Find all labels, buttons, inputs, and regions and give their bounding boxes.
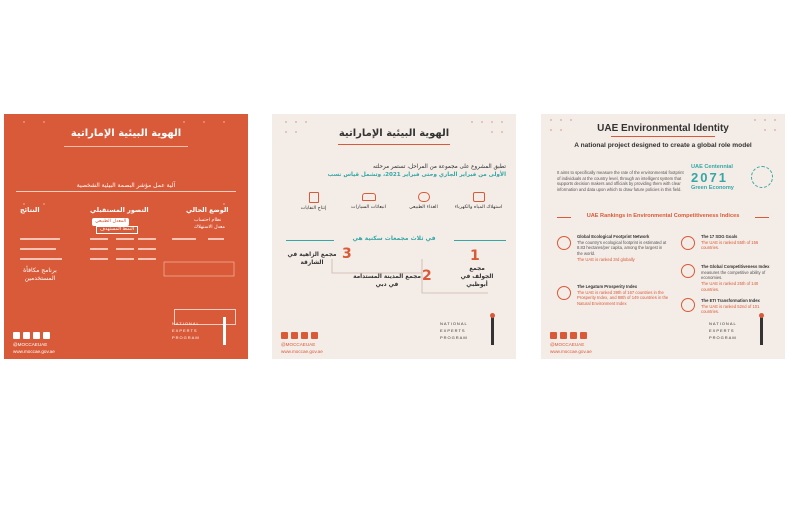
water-icon bbox=[473, 192, 485, 202]
category-waste: إنتاج النفايات bbox=[289, 192, 339, 212]
prosperity-icon bbox=[557, 286, 571, 300]
ranking-2: The 17 SDG Goals The UAE is ranked 55th of 156 countries. bbox=[701, 234, 759, 251]
card-title: الهوية البيئية الإماراتية bbox=[338, 128, 450, 139]
youtube-icon[interactable] bbox=[301, 332, 308, 339]
card-subtitle: A national project designed to create a global role model bbox=[574, 142, 752, 149]
youtube-icon[interactable] bbox=[570, 332, 577, 339]
social-icons bbox=[550, 332, 587, 339]
ranking-1: Global Ecological Footprint Network The country's ecological footprint is estimated at 8.83 hectares/per capita, among the largest in the world. The UAE is ranked 3rd globally bbox=[577, 234, 667, 262]
eti-icon bbox=[681, 298, 695, 312]
future-sub2: المعدل الطبيعي bbox=[92, 218, 129, 226]
category-water: استهلاك المياه والكهرباء bbox=[454, 192, 504, 212]
food-icon bbox=[418, 192, 430, 202]
future-sub: النمط المستهدف bbox=[96, 226, 138, 234]
facebook-icon[interactable] bbox=[560, 332, 567, 339]
website-link[interactable]: www.moccae.gov.ae bbox=[13, 349, 55, 354]
youtube-icon[interactable] bbox=[33, 332, 40, 339]
competitiveness-icon bbox=[681, 264, 695, 278]
waste-icon bbox=[309, 192, 319, 203]
intro-line-2: الأولى من فبراير الجاري وحتى فبراير 2021، وتشمل قياس نسب bbox=[327, 172, 506, 178]
category-cars: انبعاثات السيارات bbox=[344, 192, 394, 212]
intro-line-1: تطبق المشروع على مجموعة من المراحل، تستمر مرحلته bbox=[373, 164, 506, 170]
mechanism-label: آلية عمل مؤشر البصمة البيئية الشخصية bbox=[76, 182, 176, 189]
nep-logo: NATIONAL EXPERTS PROGRAM bbox=[440, 317, 502, 347]
social-handle[interactable]: @MOCCAEUAE bbox=[550, 342, 585, 347]
card-title: UAE Environmental Identity bbox=[597, 123, 729, 134]
twitter-icon[interactable] bbox=[13, 332, 20, 339]
card-beige-english bbox=[541, 114, 785, 359]
communities-label: في ثلاث مجمعات سكنية هي bbox=[334, 235, 454, 243]
twitter-icon[interactable] bbox=[550, 332, 557, 339]
current-item-1: نظام احتساب bbox=[194, 218, 222, 223]
sdg-icon bbox=[681, 236, 695, 250]
rankings-title: UAE Rankings in Environmental Competitiveness Indices bbox=[571, 213, 755, 221]
twitter-icon[interactable] bbox=[281, 332, 288, 339]
globe-icon bbox=[557, 236, 571, 250]
instagram-icon[interactable] bbox=[580, 332, 587, 339]
website-link[interactable]: www.moccae.gov.ae bbox=[281, 349, 323, 354]
lightbulb-icon bbox=[751, 166, 773, 188]
nep-logo: NATIONAL EXPERTS PROGRAM bbox=[172, 317, 234, 347]
title-divider bbox=[64, 146, 188, 147]
social-handle[interactable]: @MOCCAEUAE bbox=[13, 342, 48, 347]
social-icons bbox=[13, 332, 50, 339]
car-icon bbox=[362, 193, 376, 201]
col-results: النتائج bbox=[20, 206, 40, 214]
website-link[interactable]: www.moccae.gov.ae bbox=[550, 349, 592, 354]
category-row bbox=[286, 192, 506, 212]
ranking-3: The Legatum Prosperity Index The UAE is ranked 39th of 167 countries in the Prosperity Index, and 88th of 149 countries in the Natural Environment Index bbox=[577, 284, 669, 307]
mechanism-line bbox=[16, 191, 236, 192]
title-divider bbox=[611, 136, 715, 137]
ranking-5: The ETI Transformation Index The UAE is ranked 52nd of 101 countries. bbox=[701, 298, 760, 315]
bottom-note: برنامج مكافأة المستخدمين bbox=[23, 267, 57, 283]
card-orange bbox=[4, 114, 248, 359]
intro-text: It aims to specifically measure the rate of the environmental footprint of individuals at the country level, through an intelligent system that supports decision makers and officials by providing them with clear information and data upon which to draw future policies in this field. bbox=[557, 170, 684, 193]
instagram-icon[interactable] bbox=[311, 332, 318, 339]
col-future: التصور المستقبلي bbox=[90, 206, 149, 214]
facebook-icon[interactable] bbox=[291, 332, 298, 339]
centennial-badge: UAE Centennial 2071 Green Economy bbox=[691, 164, 775, 191]
title-divider bbox=[338, 144, 450, 145]
social-icons bbox=[281, 332, 318, 339]
col-current: الوضع الحالي bbox=[186, 206, 229, 214]
nep-logo: NATIONAL EXPERTS PROGRAM bbox=[709, 317, 771, 347]
ranking-4: The Global Competitiveness Index measures the competitive ability of economies. The UAE is ranked 25th of 140 countries. bbox=[701, 264, 770, 292]
category-food: الغذاء الطبيعي bbox=[399, 192, 449, 212]
card-beige-arabic: الهوية البيئية الإماراتية تطبق المشروع على مجموعة من المراحل، تستمر مرحلته الأولى من فبراير الجاري وحتى فبراير 2021، وتشمل قياس نسب استهلاك المياه والكهرباء الغذاء الطبيعي انبعاثات السيارات إنتاج النفايات في ثلاث مجمعات سكنية هي 1 مجمع الجولف في أبوظبي 2 مجمع المدينة المستدامة في دبي 3 مجمع الزاهية في الشارقة @MOCCAEUAE www.moccae.gov.ae NATIONAL EXPERTS PROGRAM bbox=[272, 114, 516, 359]
current-item-2: معدل الاستهلاك bbox=[194, 225, 225, 230]
facebook-icon[interactable] bbox=[23, 332, 30, 339]
card-title: الهوية البيئية الإماراتية bbox=[70, 128, 182, 139]
social-handle[interactable]: @MOCCAEUAE bbox=[281, 342, 316, 347]
instagram-icon[interactable] bbox=[43, 332, 50, 339]
